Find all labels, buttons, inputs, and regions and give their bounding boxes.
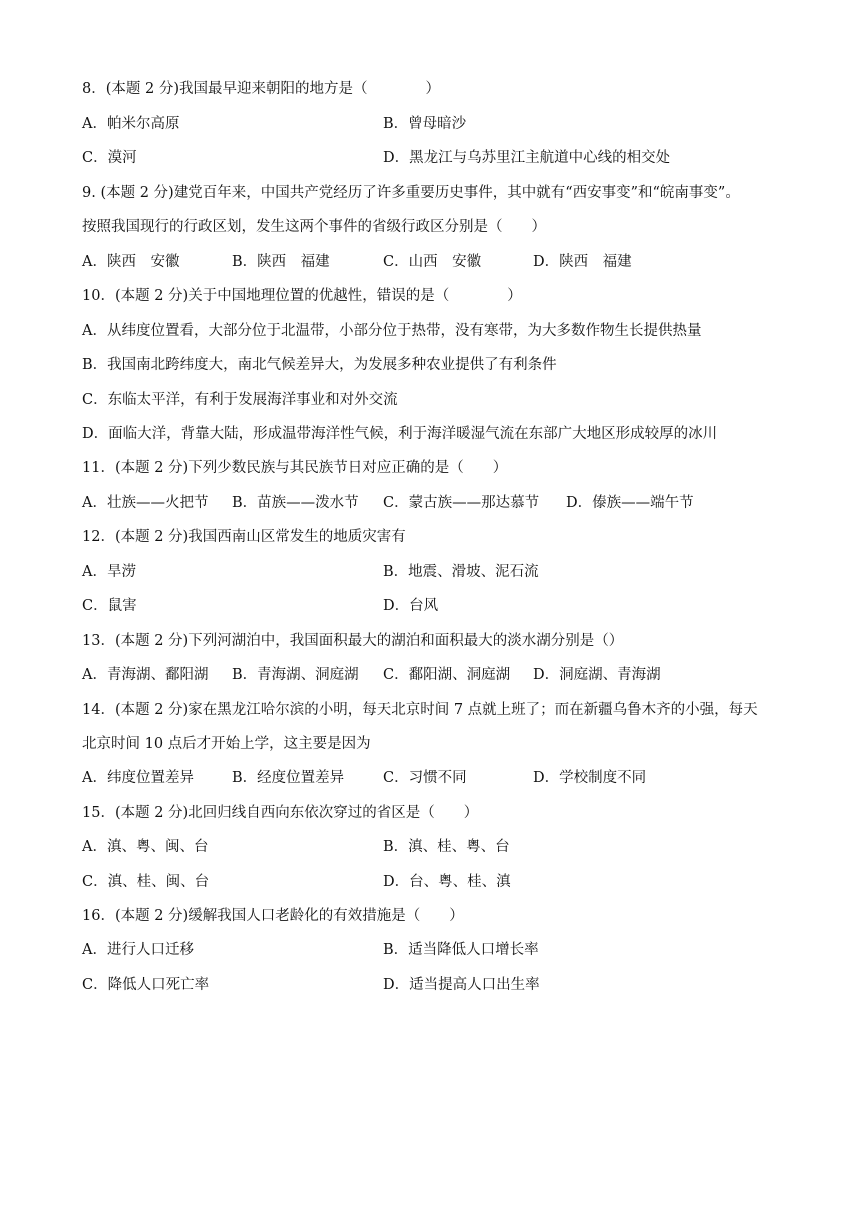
question-11-option-c: C．蒙古族——那达慕节 bbox=[383, 495, 540, 511]
question-10-option-d: D．面临大洋，背靠大陆，形成温带海洋性气候，利于海洋暖湿气流在东部广大地区形成较厚的冰川 bbox=[82, 426, 718, 442]
question-9-option-a: A．陕西 安徽 bbox=[82, 254, 180, 270]
question-9-option-c: C．山西 安徽 bbox=[383, 254, 482, 270]
question-16-option-d: D．适当提高人口出生率 bbox=[383, 977, 540, 993]
question-9-option-d: D．陕西 福建 bbox=[533, 254, 632, 270]
question-14-option-a: A．纬度位置差异 bbox=[82, 770, 194, 786]
question-13-option-a: A．青海湖、鄱阳湖 bbox=[82, 667, 209, 683]
question-8-option-d: D．黑龙江与乌苏里江主航道中心线的相交处 bbox=[383, 150, 671, 166]
question-15-option-d: D．台、粤、桂、滇 bbox=[383, 874, 511, 890]
question-11-stem: 11．(本题 2 分)下列少数民族与其民族节日对应正确的是（ ） bbox=[82, 460, 508, 476]
question-12-option-a: A．旱涝 bbox=[82, 564, 136, 580]
question-11-option-b: B．苗族——泼水节 bbox=[232, 495, 359, 511]
question-16-option-a: A．进行人口迁移 bbox=[82, 942, 194, 958]
question-10-option-a: A．从纬度位置看，大部分位于北温带，小部分位于热带，没有寒带，为大多数作物生长提供热量 bbox=[82, 323, 702, 339]
question-9-option-b: B．陕西 福建 bbox=[232, 254, 330, 270]
question-15-stem: 15．(本题 2 分)北回归线自西向东依次穿过的省区是（ ） bbox=[82, 805, 479, 821]
question-11-option-a: A．壮族——火把节 bbox=[82, 495, 209, 511]
question-15-option-c: C．滇、桂、闽、台 bbox=[82, 874, 210, 890]
question-13-option-b: B．青海湖、洞庭湖 bbox=[232, 667, 359, 683]
question-12-option-d: D．台风 bbox=[383, 598, 439, 614]
question-12-stem: 12．(本题 2 分)我国西南山区常发生的地质灾害有 bbox=[82, 529, 406, 545]
question-14-stem-line-2: 北京时间 10 点后才开始上学，这主要是因为 bbox=[82, 736, 371, 752]
question-15-option-a: A．滇、粤、闽、台 bbox=[82, 839, 209, 855]
question-14-option-c: C．习惯不同 bbox=[383, 770, 467, 786]
question-8-option-b: B．曾母暗沙 bbox=[383, 116, 467, 132]
question-10-option-c: C．东临太平洋，有利于发展海洋事业和对外交流 bbox=[82, 392, 398, 408]
question-8-option-a: A．帕米尔高原 bbox=[82, 116, 180, 132]
question-12-option-c: C．鼠害 bbox=[82, 598, 137, 614]
question-16-option-b: B．适当降低人口增长率 bbox=[383, 942, 539, 958]
question-10-option-b: B．我国南北跨纬度大，南北气候差异大，为发展多种农业提供了有利条件 bbox=[82, 357, 557, 373]
question-16-stem: 16．(本题 2 分)缓解我国人口老龄化的有效措施是（ ） bbox=[82, 908, 464, 924]
question-15-option-b: B．滇、桂、粤、台 bbox=[383, 839, 510, 855]
question-8-option-c: C．漠河 bbox=[82, 150, 137, 166]
question-9-stem-line-2: 按照我国现行的行政区划，发生这两个事件的省级行政区分别是（ ） bbox=[82, 219, 546, 235]
question-14-stem-line-1: 14．(本题 2 分)家在黑龙江哈尔滨的小明，每天北京时间 7 点就上班了；而在新疆乌鲁木齐的小强，每天 bbox=[82, 702, 758, 718]
question-13-stem: 13．(本题 2 分)下列河湖泊中，我国面积最大的湖泊和面积最大的淡水湖分别是（） bbox=[82, 633, 624, 649]
question-8-stem: 8．(本题 2 分)我国最早迎来朝阳的地方是（ ） bbox=[82, 81, 440, 97]
question-10-stem: 10．(本题 2 分)关于中国地理位置的优越性，错误的是（ ） bbox=[82, 288, 522, 304]
question-11-option-d: D．傣族——端午节 bbox=[566, 495, 694, 511]
question-9-stem-line-1: 9. (本题 2 分)建党百年来，中国共产党经历了许多重要历史事件，其中就有“西安事变”和“皖南事变”。 bbox=[82, 185, 740, 201]
question-13-option-c: C．鄱阳湖、洞庭湖 bbox=[383, 667, 511, 683]
question-14-option-b: B．经度位置差异 bbox=[232, 770, 345, 786]
question-16-option-c: C．降低人口死亡率 bbox=[82, 977, 210, 993]
question-14-option-d: D．学校制度不同 bbox=[533, 770, 647, 786]
question-12-option-b: B．地震、滑坡、泥石流 bbox=[383, 564, 539, 580]
question-13-option-d: D．洞庭湖、青海湖 bbox=[533, 667, 661, 683]
